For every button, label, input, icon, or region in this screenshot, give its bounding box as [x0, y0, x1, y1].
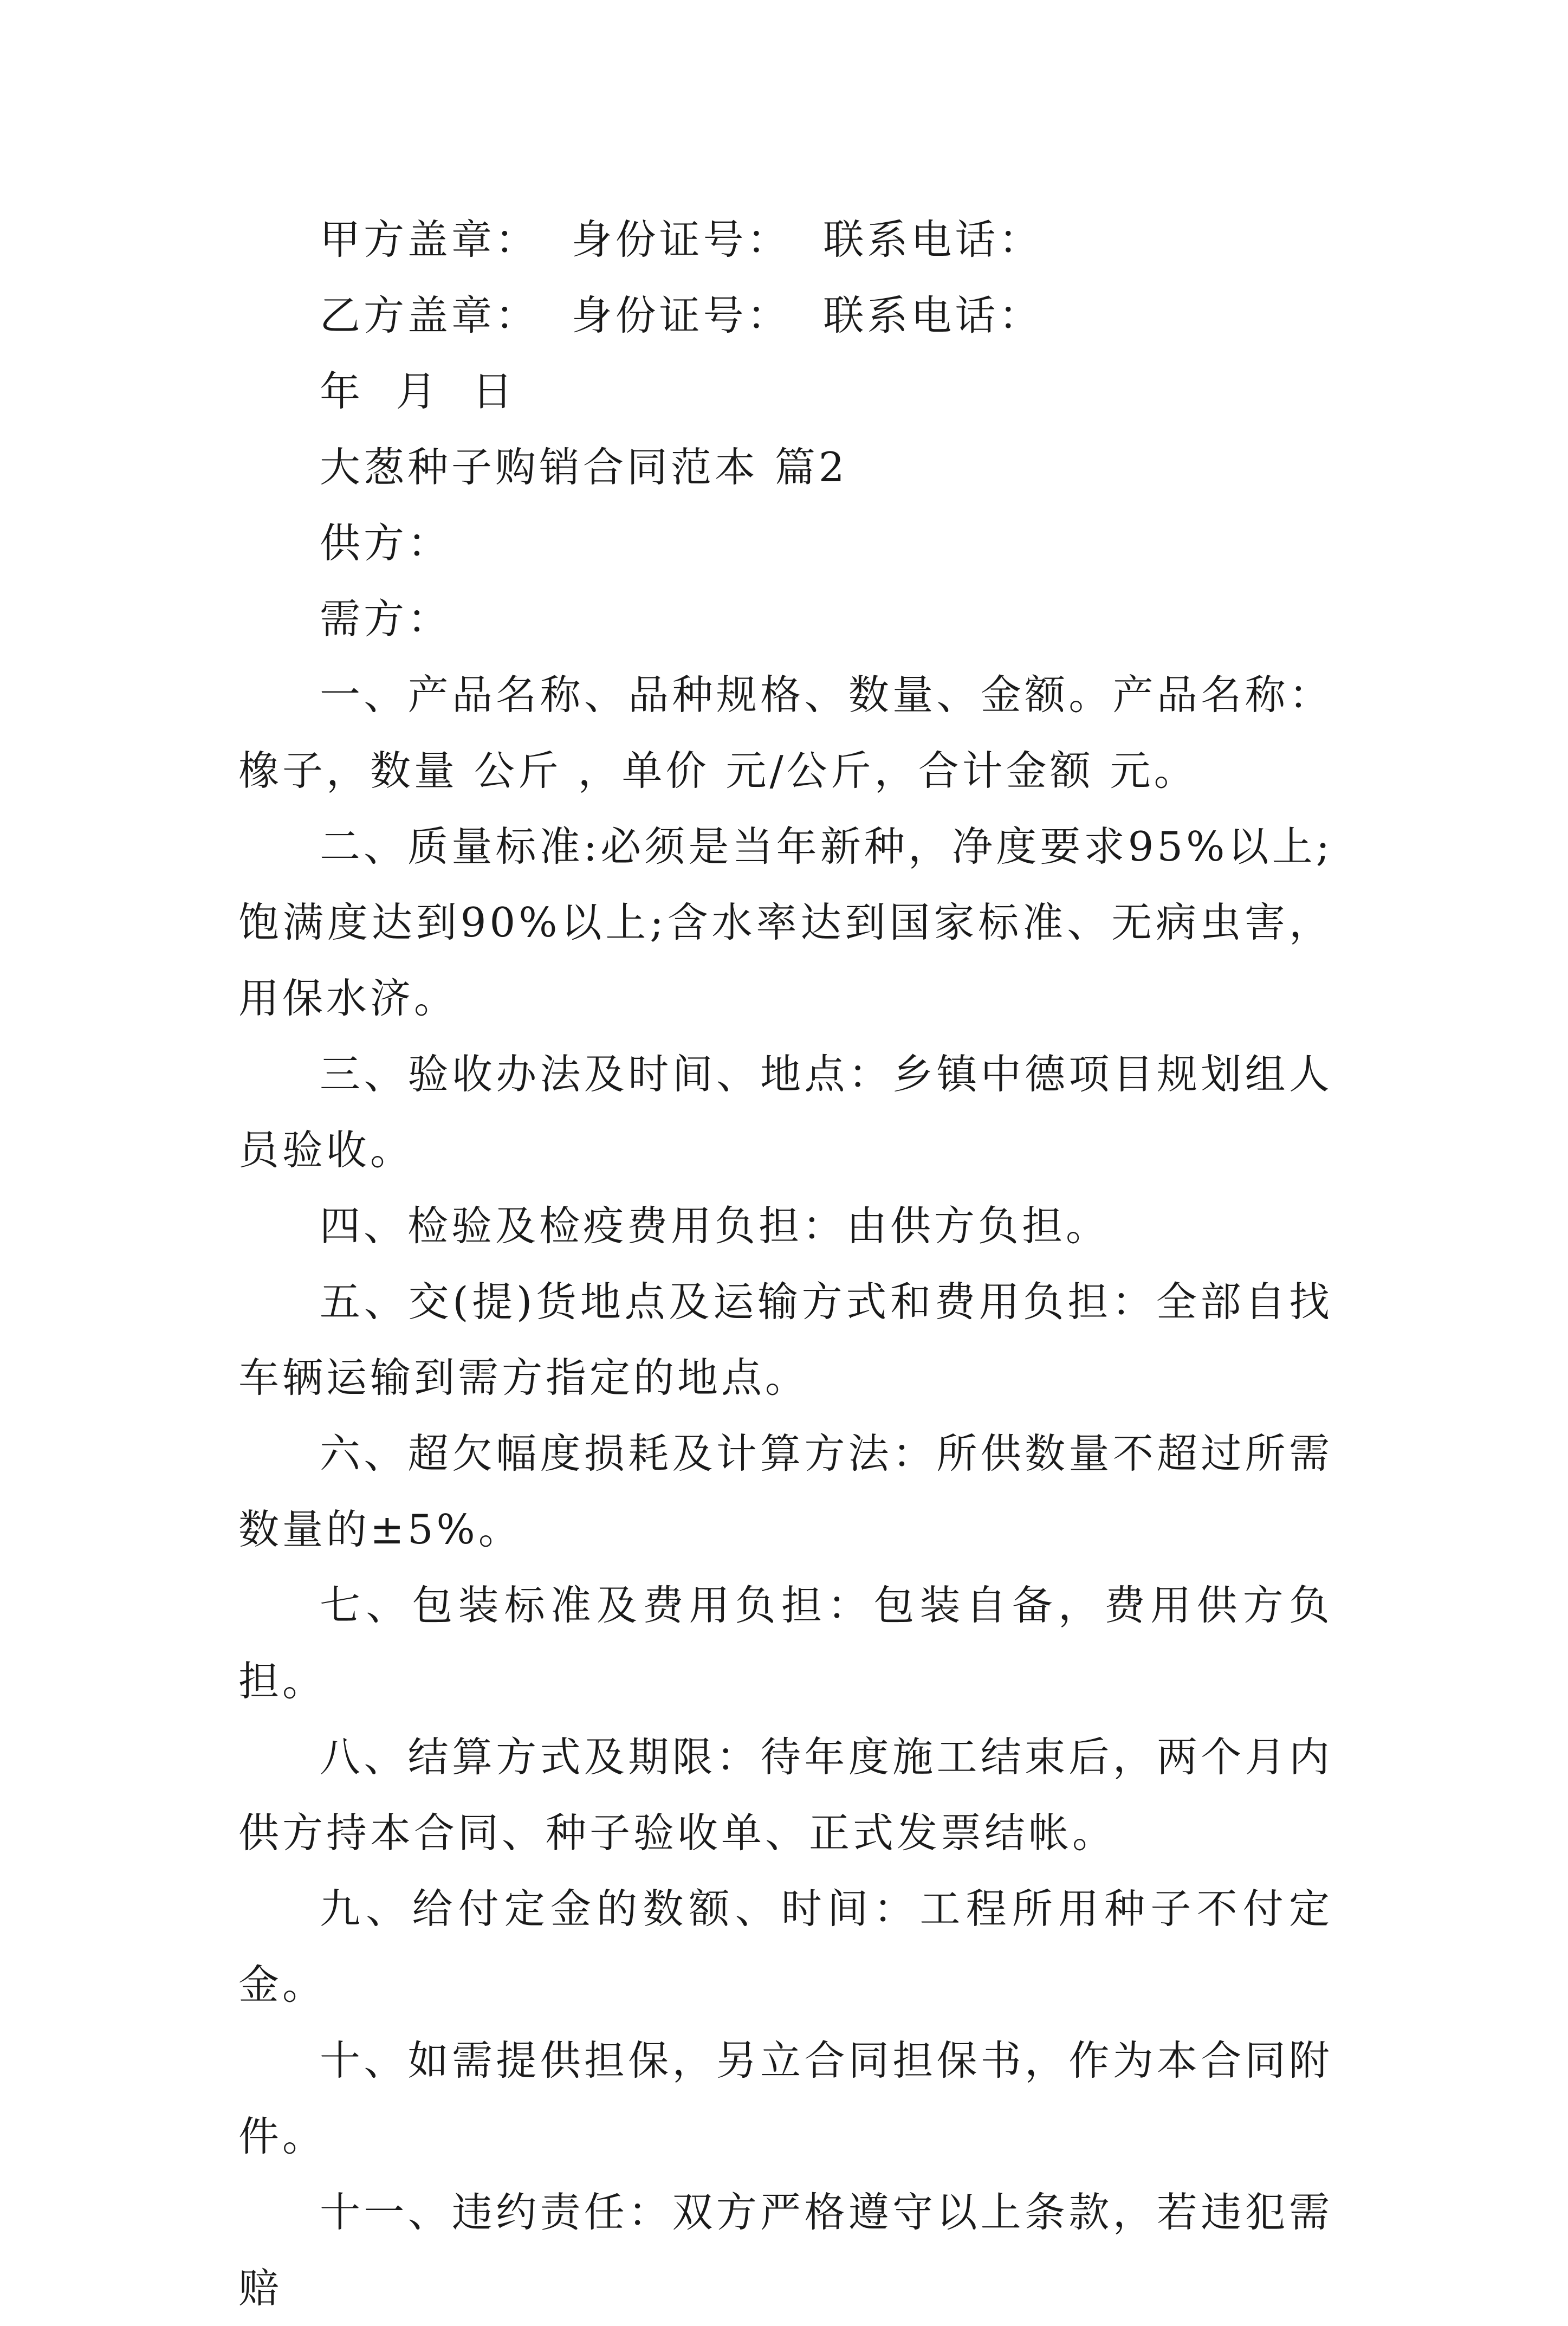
clause-1: 一、产品名称、品种规格、数量、金额。产品名称：橡子，数量 公斤 ，单价 元/公斤，合计金额 元。	[238, 671, 1333, 794]
clause-10: 十、如需提供担保，另立合同担保书，作为本合同附件。	[238, 2037, 1333, 2160]
supplier-label: 供方：	[320, 519, 452, 567]
clause-7: 七、包装标准及费用负担：包装自备，费用供方负担。	[238, 1581, 1333, 1705]
clause-3: 三、验收办法及时间、地点：乡镇中德项目规划组人员验收。	[238, 1050, 1333, 1174]
clause-6: 六、超欠幅度损耗及计算方法：所供数量不超过所需数量的±5%。	[238, 1430, 1333, 1553]
document-body	[238, 202, 1333, 2326]
buyer-label: 需方：	[320, 595, 452, 643]
section-title: 大葱种子购销合同范本 篇2	[320, 443, 848, 491]
date-line: 年 月 日	[320, 367, 516, 415]
clause-9: 九、给付定金的数额、时间：工程所用种子不付定金。	[238, 1885, 1333, 2008]
party-a-signature-line: 甲方盖章： 身份证号： 联系电话：	[320, 216, 1043, 263]
party-b-signature-line: 乙方盖章： 身份证号： 联系电话：	[320, 292, 1043, 339]
clause-4: 四、检验及检疫费用负担：由供方负担。	[320, 1202, 1110, 1250]
clause-11: 十一、违约责任：双方严格遵守以上条款，若违犯需赔	[238, 2188, 1333, 2312]
clause-2: 二、质量标准:必须是当年新种，净度要求95%以上;饱满度达到90%以上;含水率达到国家标准、无病虫害，用保水济。	[238, 823, 1333, 1022]
clause-8: 八、结算方式及期限：待年度施工结束后，两个月内供方持本合同、种子验收单、正式发票结帐。	[238, 1733, 1333, 1857]
clause-5: 五、交(提)货地点及运输方式和费用负担：全部自找车辆运输到需方指定的地点。	[238, 1278, 1333, 1401]
